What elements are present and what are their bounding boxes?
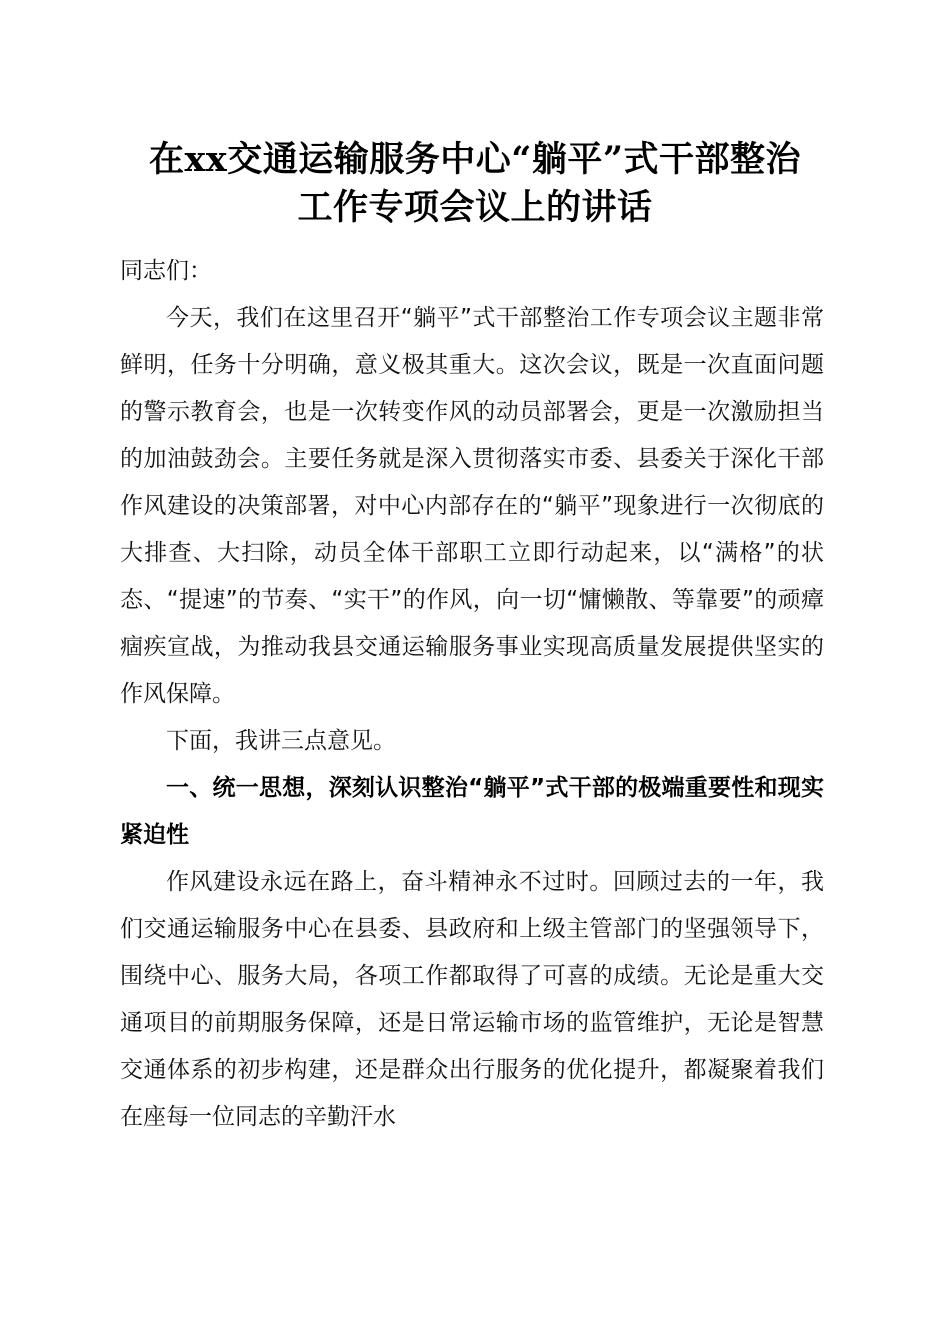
- title-line-2: 工作专项会议上的讲话: [297, 187, 653, 228]
- title-line-1: 在xx交通运输服务中心“躺平”式干部整治: [149, 139, 801, 180]
- paragraph-opening: 今天，我们在这里召开“躺平”式干部整治工作专项会议主题非常鲜明，任务十分明确，意义极其重大。这次会议，既是一次直面问题的警示教育会，也是一次转变作风的动员部署会，更是一次激励担当的加油鼓劲会。主要任务就是深入贯彻落实市委、县委关于深化干部作风建设的决策部署，对中心内部存在的“躺平”现象进行一次彻底的大排查、大扫除，动员全体干部职工立即行动起来，以“满格”的状态、“提速”的节奏、“实干”的作风，向一切“慵懒散、等靠要”的顽瘴痼疾宣战，为推动我县交通运输服务事业实现高质量发展提供坚实的作风保障。: [120, 305, 824, 707]
- salutation: 同志们：: [120, 258, 212, 284]
- section-heading-1: 一、统一思想，深刻认识整治“躺平”式干部的极端重要性和现实紧迫性: [120, 775, 824, 848]
- paragraph-review: 作风建设永远在路上，奋斗精神永不过时。回顾过去的一年，我们交通运输服务中心在县委、县政府和上级主管部门的坚强领导下，围绕中心、服务大局，各项工作都取得了可喜的成绩。无论是重大交通项目的前期服务保障，还是日常运输市场的监管维护，无论是智慧交通体系的初步构建，还是群众出行服务的优化提升，都凝聚着我们在座每一位同志的辛勤汗水: [120, 869, 824, 1130]
- document-title: [100, 136, 850, 232]
- document-body: [120, 248, 824, 1141]
- paragraph-transition: 下面，我讲三点意见。: [166, 728, 396, 754]
